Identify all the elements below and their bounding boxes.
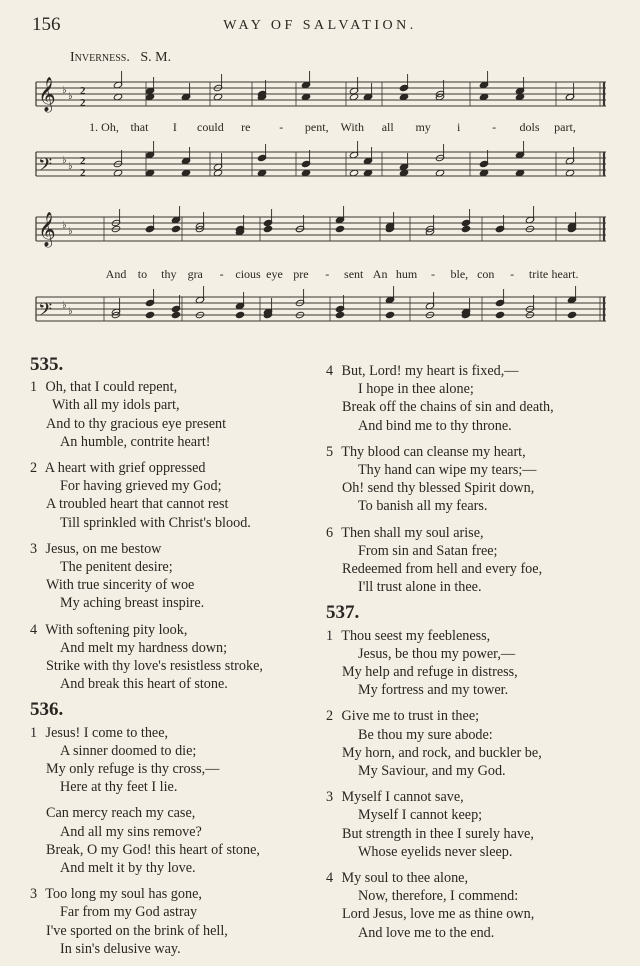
verse-line: 4 My soul to thee alone, <box>326 870 469 887</box>
verse-line: Redeemed from hell and every foe, <box>342 561 543 578</box>
verse-line: My help and refuge in distress, <box>342 664 518 681</box>
lyric-syllable: cious <box>235 267 261 281</box>
svg-text:♭: ♭ <box>62 300 67 311</box>
lyric-syllable: that <box>130 120 149 134</box>
verse-line: Far from my God astray <box>60 904 198 921</box>
verse-line: 2 Give me to trust in thee; <box>326 708 480 725</box>
stanza <box>326 869 626 942</box>
stanza <box>326 443 626 516</box>
verse-line: I hope in thee alone; <box>358 381 474 398</box>
stanza <box>30 459 310 532</box>
hymn-number: 537. <box>326 602 360 624</box>
verse-line: Can mercy reach my case, <box>46 805 196 822</box>
verse-line: With true sincerity of woe <box>46 577 195 594</box>
hymn-535 <box>30 356 310 693</box>
lyric-syllable: I <box>172 120 177 134</box>
verse-line: The penitent desire; <box>60 559 173 576</box>
svg-text:𝄞: 𝄞 <box>38 212 56 247</box>
verse-line: But strength in thee I surely have, <box>342 825 534 842</box>
verse-line: Whose eyelids never sleep. <box>358 843 513 860</box>
lyric-syllable: hum <box>395 267 418 281</box>
running-head: WAY OF SALVATION. <box>223 18 417 33</box>
lyric-syllable: - <box>325 267 330 281</box>
verse-line: And all my sins remove? <box>60 823 202 840</box>
verse-line: Now, therefore, I commend: <box>358 888 519 905</box>
lyrics-line-1 <box>89 120 576 134</box>
lyric-syllable: i <box>456 120 461 134</box>
lyric-syllable: - <box>492 120 497 134</box>
stanza <box>30 621 310 694</box>
verse-line: 2 A heart with grief oppressed <box>30 460 206 477</box>
verse-line: 4 But, Lord! my heart is fixed,— <box>326 363 519 379</box>
verse-line: Thy hand can wipe my tears;— <box>358 462 537 479</box>
page-number: 156 <box>32 14 61 35</box>
lyric-syllable: heart. <box>551 267 579 281</box>
verse-line: Break, O my God! this heart of stone, <box>46 841 260 858</box>
verse-line: 4 With softening pity look, <box>30 621 188 638</box>
lyric-syllable: re <box>241 120 251 134</box>
svg-text:♭: ♭ <box>62 85 67 96</box>
verse-line: And to thy gracious eye present <box>46 415 227 432</box>
lyric-syllable: thy <box>161 267 177 281</box>
verse-line: I've sported on the brink of hell, <box>46 922 228 939</box>
verse-line: And bind me to thy throne. <box>358 417 512 434</box>
lyrics-line-2 <box>106 267 579 281</box>
verse-line: Oh! send thy blessed Spirit down, <box>342 480 535 497</box>
hymn-number: 535. <box>30 354 64 375</box>
lyric-syllable: - <box>219 267 224 281</box>
svg-text:♭: ♭ <box>68 306 73 317</box>
verse-line: I'll trust alone in thee. <box>358 579 482 596</box>
stanza <box>30 804 310 877</box>
stanza <box>30 378 310 451</box>
left-column <box>30 350 310 966</box>
stanza <box>326 524 626 597</box>
lyric-syllable: - <box>430 267 435 281</box>
lyric-syllable: pent, <box>304 120 329 134</box>
stanza <box>30 724 310 797</box>
verse-line: A sinner doomed to die; <box>60 742 197 759</box>
lyric-syllable: sent <box>344 267 364 281</box>
lyric-syllable: part, <box>554 120 576 134</box>
svg-text:2: 2 <box>80 167 86 179</box>
lyric-syllable: ble, <box>450 267 469 281</box>
svg-text:2: 2 <box>80 155 86 167</box>
tune-meter: S. M. <box>140 50 172 65</box>
verse-line: 5 Thy blood can cleanse my heart, <box>326 443 526 460</box>
svg-text:𝄢: 𝄢 <box>38 300 53 325</box>
verse-line: My Saviour, and my God. <box>358 763 506 780</box>
svg-text:2: 2 <box>80 97 86 109</box>
lyric-syllable: trite <box>528 267 549 281</box>
stanza <box>326 627 626 700</box>
verse-line: My only refuge is thy cross,— <box>46 761 220 778</box>
verse-line: Myself I cannot keep; <box>358 807 483 824</box>
stanza <box>30 885 310 958</box>
hymn-536 <box>30 701 310 958</box>
verse-line: A troubled heart that cannot rest <box>46 496 229 513</box>
svg-text:𝄞: 𝄞 <box>38 77 56 112</box>
verse-line: 6 Then shall my soul arise, <box>326 524 484 541</box>
verse-line: With all my idols part, <box>52 397 180 414</box>
lyric-syllable: dols <box>519 120 540 134</box>
tune-name: Inverness. <box>70 50 130 65</box>
music-score <box>0 0 640 350</box>
lyric-syllable: An <box>372 267 388 281</box>
verse-line: In sin's delusive way. <box>60 940 181 957</box>
verse-line: 1 Thou seest my feebleness, <box>326 627 491 644</box>
hymn-number: 536. <box>30 699 64 721</box>
verse-line: And love me to the end. <box>358 924 495 941</box>
lyric-syllable: And <box>105 267 127 281</box>
clefs-and-signatures <box>38 77 86 325</box>
verse-line: My horn, and rock, and buckler be, <box>342 744 542 761</box>
lyric-syllable: all <box>381 120 394 134</box>
verse-line: An humble, contrite heart! <box>60 433 211 450</box>
svg-text:♭: ♭ <box>68 91 73 102</box>
stanza <box>326 707 626 780</box>
lyric-syllable: eye <box>266 267 283 281</box>
verse-line: Till sprinkled with Christ's blood. <box>60 514 251 531</box>
verse-line: 1 Jesus! I come to thee, <box>30 724 169 741</box>
verse-line: Be thou my sure abode: <box>358 726 493 743</box>
svg-text:♭: ♭ <box>62 220 67 231</box>
verse-line: Here at thy feet I lie. <box>60 779 178 796</box>
lyric-syllable: gra <box>187 267 203 281</box>
verse-line: For having grieved my God; <box>60 478 222 495</box>
lyric-syllable: my <box>415 120 431 134</box>
verse-line: My fortress and my tower. <box>358 682 509 699</box>
svg-text:♭: ♭ <box>68 161 73 172</box>
verse-line: 3 Myself I cannot save, <box>326 789 464 806</box>
stanza <box>30 540 310 613</box>
verse-line: My aching breast inspire. <box>60 595 205 612</box>
verse-line: And break this heart of stone. <box>60 676 228 693</box>
lyric-syllable: - <box>279 120 284 134</box>
hymn-537 <box>326 604 626 941</box>
verse-line: Jesus, be thou my power,— <box>358 645 516 662</box>
staff-lines <box>36 82 606 321</box>
verse-line: From sin and Satan free; <box>358 542 498 559</box>
stanza <box>326 362 626 435</box>
svg-text:♭: ♭ <box>62 155 67 166</box>
right-column <box>326 362 626 950</box>
verse-line: 3 Too long my soul has gone, <box>30 886 202 903</box>
verse-line: To banish all my fears. <box>358 498 488 515</box>
lyric-syllable: pre <box>293 267 309 281</box>
lyric-syllable: to <box>137 267 148 281</box>
svg-text:2: 2 <box>80 85 86 97</box>
stanza <box>326 788 626 861</box>
lyric-syllable: con <box>477 267 495 281</box>
verse-line: Strike with thy love's resistless stroke, <box>46 658 263 675</box>
verse-line: Lord Jesus, love me as thine own, <box>342 906 535 923</box>
verse-line: And melt it by thy love. <box>60 860 196 877</box>
lyric-syllable: could <box>197 120 224 134</box>
verse-line: And melt my hardness down; <box>60 639 228 656</box>
svg-text:♭: ♭ <box>68 226 73 237</box>
verse-line: 1 Oh, that I could repent, <box>30 379 178 396</box>
lyric-syllable: 1. Oh, <box>89 120 119 134</box>
lyric-syllable: With <box>340 120 364 134</box>
notes <box>111 71 576 319</box>
lyric-syllable: - <box>510 267 515 281</box>
verse-line: Break off the chains of sin and death, <box>342 399 554 416</box>
verse-line: 3 Jesus, on me bestow <box>30 540 162 557</box>
svg-text:𝄢: 𝄢 <box>38 155 53 180</box>
